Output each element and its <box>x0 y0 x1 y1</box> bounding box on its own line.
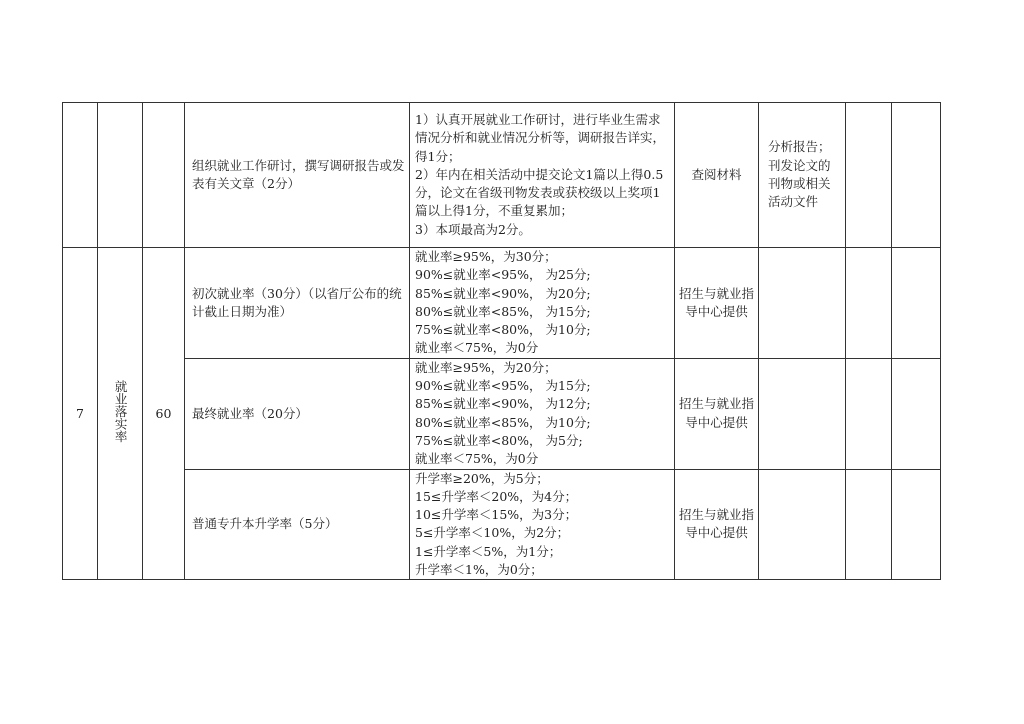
score-cell <box>846 358 892 469</box>
remark-cell <box>892 469 941 580</box>
table-row <box>63 358 941 469</box>
criteria-line: 75%≤就业率<80%， 为10分; <box>415 322 591 338</box>
points-cell <box>143 248 185 580</box>
criteria-line: 75%≤就业率<80%， 为5分; <box>415 432 583 448</box>
criteria-line: 1）认真开展就业工作研讨，进行毕业生需求情况分析和就业情况分析等，调研报告详实，得1分； <box>415 111 666 164</box>
source-text: 招生与就业指导中心提供 <box>679 396 755 430</box>
source-cell <box>675 103 759 248</box>
remark-cell <box>892 103 941 248</box>
table-row <box>63 469 941 580</box>
indicator-text: 初次就业率（30分）（以省厅公布的统计截止日期为准） <box>192 285 402 319</box>
criteria-line: 80%≤就业率<85%， 为15分; <box>415 303 591 319</box>
criteria-cell <box>410 358 675 469</box>
score-cell <box>846 248 892 359</box>
criteria-line: 90%≤就业率<95%， 为15分; <box>415 378 591 394</box>
criteria-line: 15≤升学率＜20%，为4分； <box>415 488 578 504</box>
criteria-line: 升学率＜1%，为0分； <box>415 562 543 578</box>
source-cell <box>675 358 759 469</box>
criteria-line: 2）年内在相关活动中提交论文1篇以上得0.5分，论文在省级刊物发表或获校级以上奖项1篇以上得1分，不重复累加； <box>415 166 664 219</box>
source-text: 查阅材料 <box>691 166 742 182</box>
evidence-cell <box>759 248 846 359</box>
table-row <box>63 103 941 248</box>
evidence-cell <box>759 358 846 469</box>
criteria-line: 就业率≥95%，为20分； <box>415 359 557 375</box>
evidence-text: 分析报告； 刊发论文的刊物或相关活动文件 <box>768 139 831 210</box>
score-cell <box>846 469 892 580</box>
number-cell <box>63 103 98 248</box>
criteria-cell <box>410 469 675 580</box>
points-value: 60 <box>155 405 172 421</box>
row-number: 7 <box>76 405 84 421</box>
indicator-cell <box>185 103 410 248</box>
source-text: 招生与就业指导中心提供 <box>679 507 755 541</box>
number-cell <box>63 248 98 580</box>
criteria-cell <box>410 248 675 359</box>
indicator-cell <box>185 358 410 469</box>
evidence-cell <box>759 103 846 248</box>
criteria-line: 就业率＜75%，为0分 <box>415 451 539 467</box>
source-cell <box>675 469 759 580</box>
indicator-cell <box>185 248 410 359</box>
indicator-cell <box>185 469 410 580</box>
criteria-line: 就业率≥95%，为30分； <box>415 249 557 264</box>
criteria-line: 5≤升学率＜10%，为2分； <box>415 525 570 541</box>
criteria-cell <box>410 103 675 248</box>
evidence-cell <box>759 469 846 580</box>
indicator-text: 普通专升本升学率（5分） <box>192 516 338 532</box>
evaluation-table <box>62 102 941 580</box>
remark-cell <box>892 358 941 469</box>
points-cell <box>143 103 185 248</box>
category-label: 就业落实率 <box>113 379 129 443</box>
criteria-line: 3）本项最高为2分。 <box>415 221 531 237</box>
table-row <box>63 248 941 359</box>
criteria-line: 85%≤就业率<90%， 为12分; <box>415 396 591 412</box>
source-cell <box>675 248 759 359</box>
criteria-line: 90%≤就业率<95%， 为25分; <box>415 267 591 283</box>
criteria-line: 85%≤就业率<90%， 为20分; <box>415 285 591 301</box>
category-cell <box>98 248 143 580</box>
indicator-text: 最终就业率（20分） <box>192 405 308 421</box>
criteria-line: 80%≤就业率<85%， 为10分; <box>415 414 591 430</box>
score-cell <box>846 103 892 248</box>
criteria-line: 升学率≥20%，为5分； <box>415 470 549 486</box>
indicator-text: 组织就业工作研讨，撰写调研报告或发表有关文章（2分） <box>192 157 405 191</box>
criteria-line: 就业率＜75%，为0分 <box>415 340 539 356</box>
category-cell <box>98 103 143 248</box>
criteria-line: 10≤升学率＜15%，为3分； <box>415 507 578 523</box>
criteria-line: 1≤升学率＜5%，为1分； <box>415 543 562 559</box>
remark-cell <box>892 248 941 359</box>
source-text: 招生与就业指导中心提供 <box>679 285 755 319</box>
